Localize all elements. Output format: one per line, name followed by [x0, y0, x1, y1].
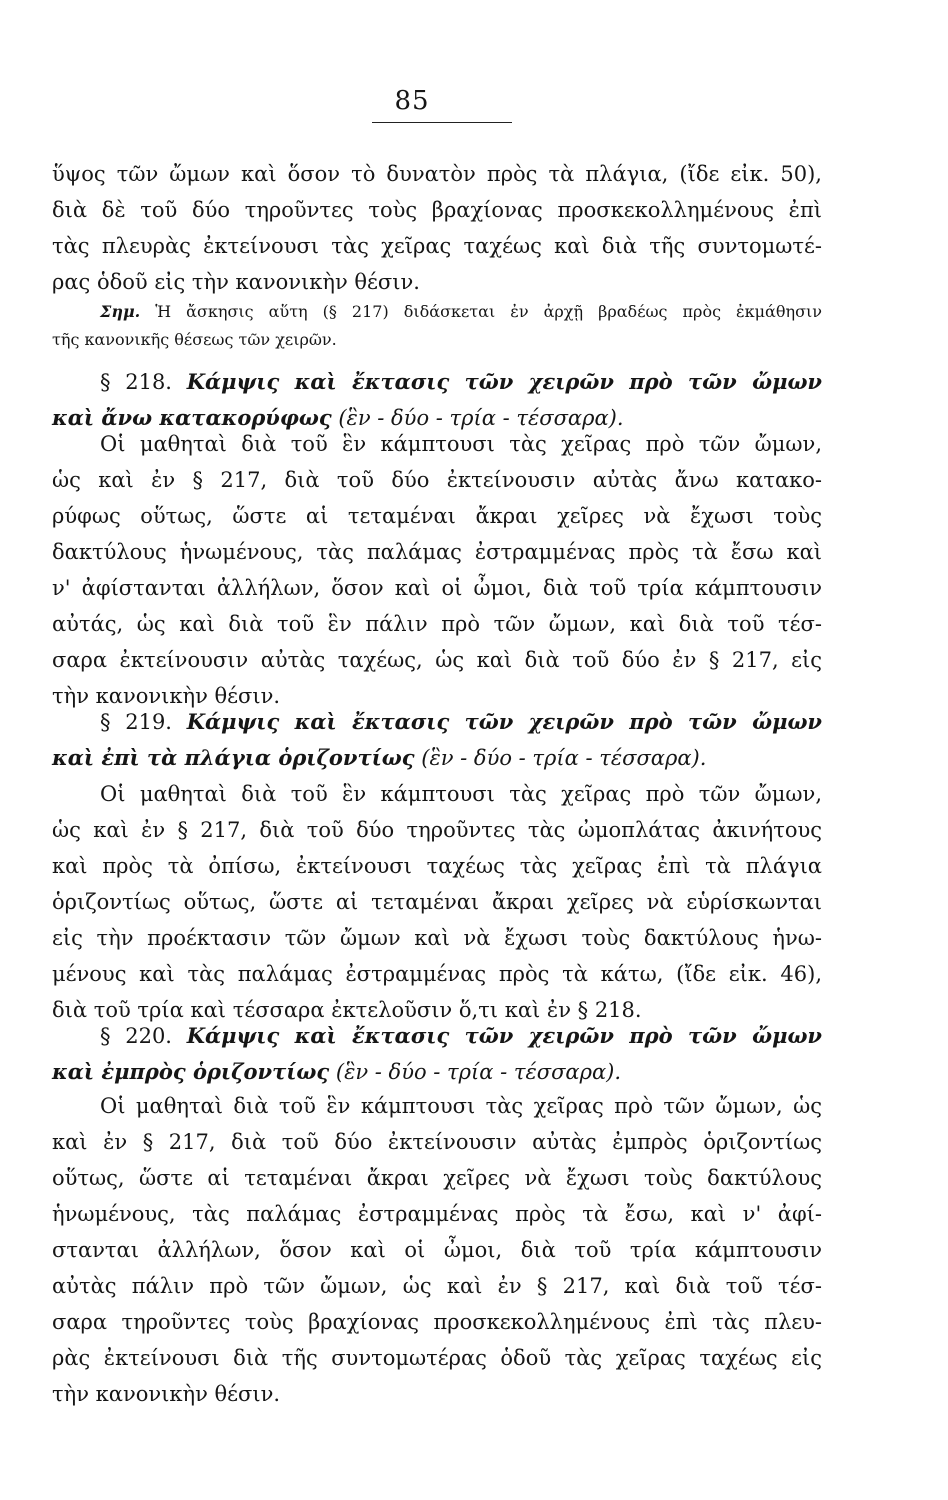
- text-line: ὕψος τῶν ὤμων καὶ ὅσον τὸ δυνατὸν πρὸς τὰ πλάγια, (ἴδε εἰκ. 50),: [52, 162, 822, 186]
- page-number-rule: [372, 122, 512, 123]
- text-line: δακτύλους ἡνωμένους, τὰς παλάμας ἐστραμμένας πρὸς τὰ ἔσω καὶ: [52, 540, 822, 564]
- section-count: (ἓν - δύο - τρία - τέσσαρα).: [421, 746, 707, 770]
- text-line: μένους καὶ τὰς παλάμας ἐστραμμένας πρὸς τὰ κάτω, (ἴδε εἰκ. 46),: [52, 962, 822, 986]
- text-line: ρὰς ἐκτείνουσι διὰ τῆς συντομωτέρας ὁδοῦ τὰς χεῖρας ταχέως εἰς: [52, 1346, 822, 1370]
- page-number: 85: [394, 86, 430, 116]
- section-220-heading: [52, 1018, 822, 1090]
- note: [52, 298, 822, 354]
- text-line: τὴν κανονικὴν θέσιν.: [52, 1382, 281, 1406]
- text-line: ὡς καὶ ἐν § 217, διὰ τοῦ δύο τηροῦντες τὰς ὠμοπλάτας ἀκινήτους: [52, 818, 822, 842]
- text-line: διὰ τοῦ τρία καὶ τέσσαρα ἐκτελοῦσιν ὅ,τι καὶ ἐν § 218.: [52, 998, 642, 1022]
- text-line: σαρα τηροῦντες τοὺς βραχίονας προσκεκολλημένους ἐπὶ τὰς πλευ-: [52, 1310, 822, 1334]
- section-title: Κάμψις καὶ ἔκτασις τῶν χειρῶν πρὸ τῶν ὤμων: [186, 709, 823, 734]
- section-219-body: [52, 776, 822, 1028]
- section-title: Κάμψις καὶ ἔκτασις τῶν χειρῶν πρὸ τῶν ὤμων: [186, 369, 823, 394]
- text-line: ρύφως οὕτως, ὥστε αἱ τεταμέναι ἄκραι χεῖρες νὰ ἔχωσι τοὺς: [52, 504, 822, 528]
- text-line: στανται ἀλλήλων, ὅσον καὶ οἱ ὦμοι, διὰ τοῦ τρία κάμπτουσιν: [52, 1238, 822, 1262]
- text-line: σαρα ἐκτείνουσιν αὐτὰς ταχέως, ὡς καὶ διὰ τοῦ δύο ἐν § 217, εἰς: [52, 648, 822, 672]
- note-text: Ἡ ἄσκησις αὕτη (§ 217) διδάσκεται ἐν ἀρχῇ βραδέως πρὸς ἐκμάθησιν: [155, 302, 822, 321]
- text-line: αὐτάς, ὡς καὶ διὰ τοῦ ἓν πάλιν πρὸ τῶν ὤμων, καὶ διὰ τοῦ τέσ-: [52, 612, 822, 636]
- text-line: ν' ἀφίστανται ἀλλήλων, ὅσον καὶ οἱ ὦμοι, διὰ τοῦ τρία κάμπτουσιν: [52, 576, 822, 600]
- paragraph-top: [52, 156, 822, 300]
- text-line: Οἱ μαθηταὶ διὰ τοῦ ἓν κάμπτουσι τὰς χεῖρας πρὸ τῶν ὤμων, ὡς: [100, 1094, 822, 1118]
- text-line: τὰς πλευρὰς ἐκτείνουσι τὰς χεῖρας ταχέως καὶ διὰ τῆς συντομωτέ-: [52, 234, 822, 258]
- text-line: ἡνωμένους, τὰς παλάμας ἐστραμμένας πρὸς τὰ ἔσω, καὶ ν' ἀφί-: [52, 1202, 822, 1226]
- heading-line: [52, 1018, 822, 1054]
- section-title-cont: καὶ ἐπὶ τὰ πλάγια ὁριζοντίως: [52, 745, 415, 770]
- section-title-cont: καὶ ἄνω κατακορύφως: [52, 405, 332, 430]
- section-220-body: [52, 1088, 822, 1412]
- text-line: ρας ὁδοῦ εἰς τὴν κανονικὴν θέσιν.: [52, 270, 420, 294]
- section-title: Κάμψις καὶ ἔκτασις τῶν χειρῶν πρὸ τῶν ὤμων: [186, 1023, 823, 1048]
- heading-line: [52, 364, 822, 400]
- text-line: διὰ δὲ τοῦ δύο τηροῦντες τοὺς βραχίονας προσκεκολλημένους ἐπὶ: [52, 198, 822, 222]
- note-line: [52, 298, 822, 326]
- section-218-body: [52, 426, 822, 714]
- text-line: οὕτως, ὥστε αἱ τεταμέναι ἄκραι χεῖρες νὰ ἔχωσι τοὺς δακτύλους: [52, 1166, 822, 1190]
- text-line: Οἱ μαθηταὶ διὰ τοῦ ἓν κάμπτουσι τὰς χεῖρας πρὸ τῶν ὤμων,: [100, 782, 822, 806]
- section-number: § 218.: [100, 370, 172, 394]
- section-number: § 219.: [100, 710, 172, 734]
- note-line: τῆς κανονικῆς θέσεως τῶν χειρῶν.: [52, 330, 337, 349]
- section-219-heading: [52, 704, 822, 776]
- text-line: αὐτὰς πάλιν πρὸ τῶν ὤμων, ὡς καὶ ἐν § 217, καὶ διὰ τοῦ τέσ-: [52, 1274, 822, 1298]
- heading-line: [52, 1054, 822, 1090]
- section-number: § 220.: [100, 1024, 172, 1048]
- heading-line: [52, 704, 822, 740]
- text-line: εἰς τὴν προέκτασιν τῶν ὤμων καὶ νὰ ἔχωσι τοὺς δακτύλους ἡνω-: [52, 926, 822, 950]
- text-line: τὴν κανονικὴν θέσιν.: [52, 684, 281, 708]
- text-line: ὁριζοντίως οὕτως, ὥστε αἱ τεταμέναι ἄκραι χεῖρες νὰ εὑρίσκωνται: [52, 890, 822, 914]
- section-title-cont: καὶ ἐμπρὸς ὁριζοντίως: [52, 1059, 330, 1084]
- text-line: ὡς καὶ ἐν § 217, διὰ τοῦ δύο ἐκτείνουσιν αὐτὰς ἄνω κατακο-: [52, 468, 822, 492]
- text-line: Οἱ μαθηταὶ διὰ τοῦ ἓν κάμπτουσι τὰς χεῖρας πρὸ τῶν ὤμων,: [100, 432, 822, 456]
- note-label: Σημ.: [100, 302, 141, 321]
- text-line: καὶ ἐν § 217, διὰ τοῦ δύο ἐκτείνουσιν αὐτὰς ἐμπρὸς ὁριζοντίως: [52, 1130, 822, 1154]
- section-count: (ἓν - δύο - τρία - τέσσαρα).: [335, 1060, 622, 1084]
- heading-line: [52, 740, 822, 776]
- section-count: (ἓν - δύο - τρία - τέσσαρα).: [338, 406, 624, 430]
- text-line: καὶ πρὸς τὰ ὀπίσω, ἐκτείνουσι ταχέως τὰς χεῖρας ἐπὶ τὰ πλάγια: [52, 854, 822, 878]
